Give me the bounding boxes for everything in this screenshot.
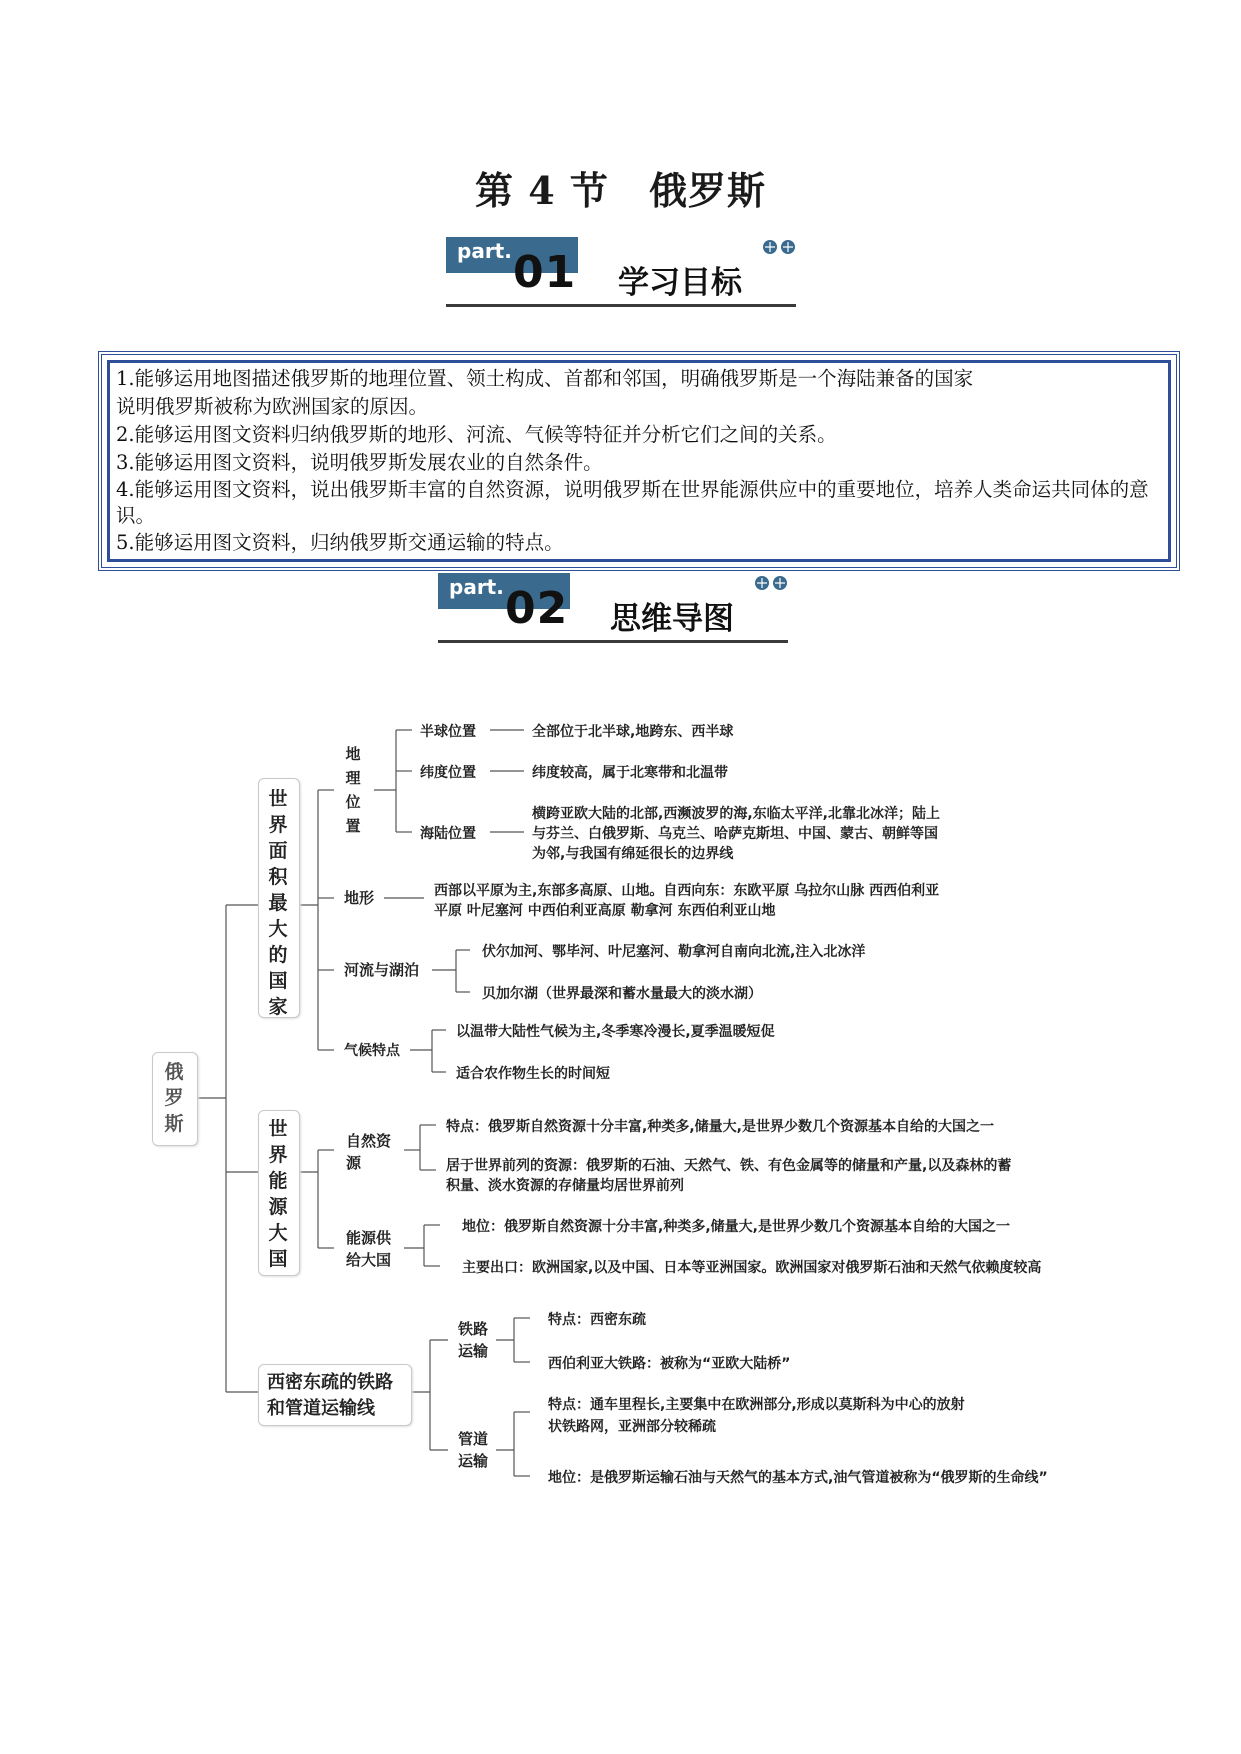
section-number: 第 4 节: [475, 168, 609, 213]
sea-land-text: 横跨亚欧大陆的北部,西濒波罗的海,东临太平洋,北靠北冰洋；陆上: [532, 806, 940, 822]
objective-item: 3.能够运用图文资料，说明俄罗斯发展农业的自然条件。: [116, 451, 603, 474]
energy-supply-label: 给大国: [346, 1251, 392, 1269]
climate-label: 气候特点: [344, 1043, 400, 1059]
terrain-text: 西部以平原为主,东部多高原、山地。自西向东：东欧平原 乌拉尔山脉 西西伯利亚: [434, 883, 940, 899]
pipeline-text: 地位：是俄罗斯运输石油与天然气的基本方式,油气管道被称为“俄罗斯的生命线”: [548, 1470, 1048, 1486]
climate-text: 适合农作物生长的时间短: [456, 1066, 610, 1082]
rail-label: 运输: [458, 1342, 489, 1360]
pipeline-label: 管道: [458, 1430, 489, 1448]
resources-text: 居于世界前列的资源：俄罗斯的石油、天然气、铁、有色金属等的储量和产量,以及森林的蓄: [446, 1158, 1012, 1174]
section-name: 俄罗斯: [648, 168, 766, 213]
pipeline-text: 特点：通车里程长,主要集中在欧洲部分,形成以莫斯科为中心的放射: [548, 1397, 965, 1413]
part-label: 学习目标: [618, 265, 742, 301]
lake-text: 贝加尔湖（世界最深和蓄水量最大的淡水湖）: [482, 986, 762, 1002]
part-label: 思维导图: [610, 601, 734, 637]
branch-label: 世界能源大国: [268, 1118, 288, 1270]
rivers-text: 伏尔加河、鄂毕河、叶尼塞河、勒拿河自南向北流,注入北冰洋: [482, 944, 866, 960]
energy-supply-text: 地位：俄罗斯自然资源十分丰富,种类多,储量大,是世界少数几个资源基本自给的大国之一: [462, 1219, 1010, 1235]
branch-label: 和管道运输线: [267, 1398, 375, 1419]
energy-supply-text: 主要出口：欧洲国家,以及中国、日本等亚洲国家。欧洲国家对俄罗斯石油和天然气依赖度较高: [462, 1260, 1042, 1276]
part-number: 01: [513, 247, 577, 298]
pipeline-text: 状铁路网，亚洲部分较稀疏: [548, 1419, 716, 1435]
rail-text: 特点：西密东疏: [548, 1312, 646, 1328]
branch-label: 世界面积最大的国家: [268, 788, 288, 1018]
objective-item: 1.能够运用地图描述俄罗斯的地理位置、领土构成、首都和邻国，明确俄罗斯是一个海陆兼备的国家: [116, 367, 974, 390]
root-label: 俄罗斯: [164, 1061, 184, 1135]
part-number: 02: [505, 583, 569, 634]
energy-supply-label: 能源供: [346, 1229, 392, 1247]
latitude-text: 纬度较高，属于北寒带和北温带: [532, 765, 728, 781]
terrain-text: 平原 叶尼塞河 中西伯利亚高原 勒拿河 东西伯利亚山地: [434, 903, 776, 919]
objective-item: 4.能够运用图文资料，说出俄罗斯丰富的自然资源，说明俄罗斯在世界能源供应中的重要地位，培养人类命运共同体的意识。: [116, 478, 1149, 527]
rail-text: 西伯利亚大铁路：被称为“亚欧大陆桥”: [548, 1356, 791, 1372]
sea-land-label: 海陆位置: [420, 826, 476, 842]
resources-label: 源: [346, 1154, 362, 1172]
climate-text: 以温带大陆性气候为主,冬季寒冷漫长,夏季温暖短促: [456, 1024, 775, 1040]
hemisphere-text: 全部位于北半球,地跨东、西半球: [532, 724, 734, 740]
resources-label: 自然资: [346, 1132, 392, 1150]
terrain-label: 地形: [344, 889, 375, 907]
hemisphere-label: 半球位置: [420, 724, 476, 740]
objective-item: 5.能够运用图文资料，归纳俄罗斯交通运输的特点。: [116, 531, 564, 554]
sea-land-text: 与芬兰、白俄罗斯、乌克兰、哈萨克斯坦、中国、蒙古、朝鲜等国: [532, 826, 938, 842]
resources-text: 积量、淡水资源的存储量均居世界前列: [446, 1178, 684, 1194]
part-tag-text: part.: [457, 239, 512, 263]
sea-land-text: 为邻,与我国有绵延很长的边界线: [532, 846, 734, 862]
objective-item: 2.能够运用图文资料归纳俄罗斯的地形、河流、气候等特征并分析它们之间的关系。: [116, 423, 837, 446]
resources-text: 特点：俄罗斯自然资源十分丰富,种类多,储量大,是世界少数几个资源基本自给的大国之一: [446, 1119, 994, 1135]
branch-label: 西密东疏的铁路: [267, 1372, 393, 1393]
rivers-lakes-label: 河流与湖泊: [344, 961, 420, 979]
rail-label: 铁路: [458, 1320, 489, 1338]
objective-item: 说明俄罗斯被称为欧洲国家的原因。: [116, 395, 429, 418]
pipeline-label: 运输: [458, 1452, 489, 1470]
latitude-label: 纬度位置: [420, 765, 476, 781]
geo-location-label: 地理位置: [345, 745, 361, 835]
part-tag-text: part.: [449, 575, 504, 599]
